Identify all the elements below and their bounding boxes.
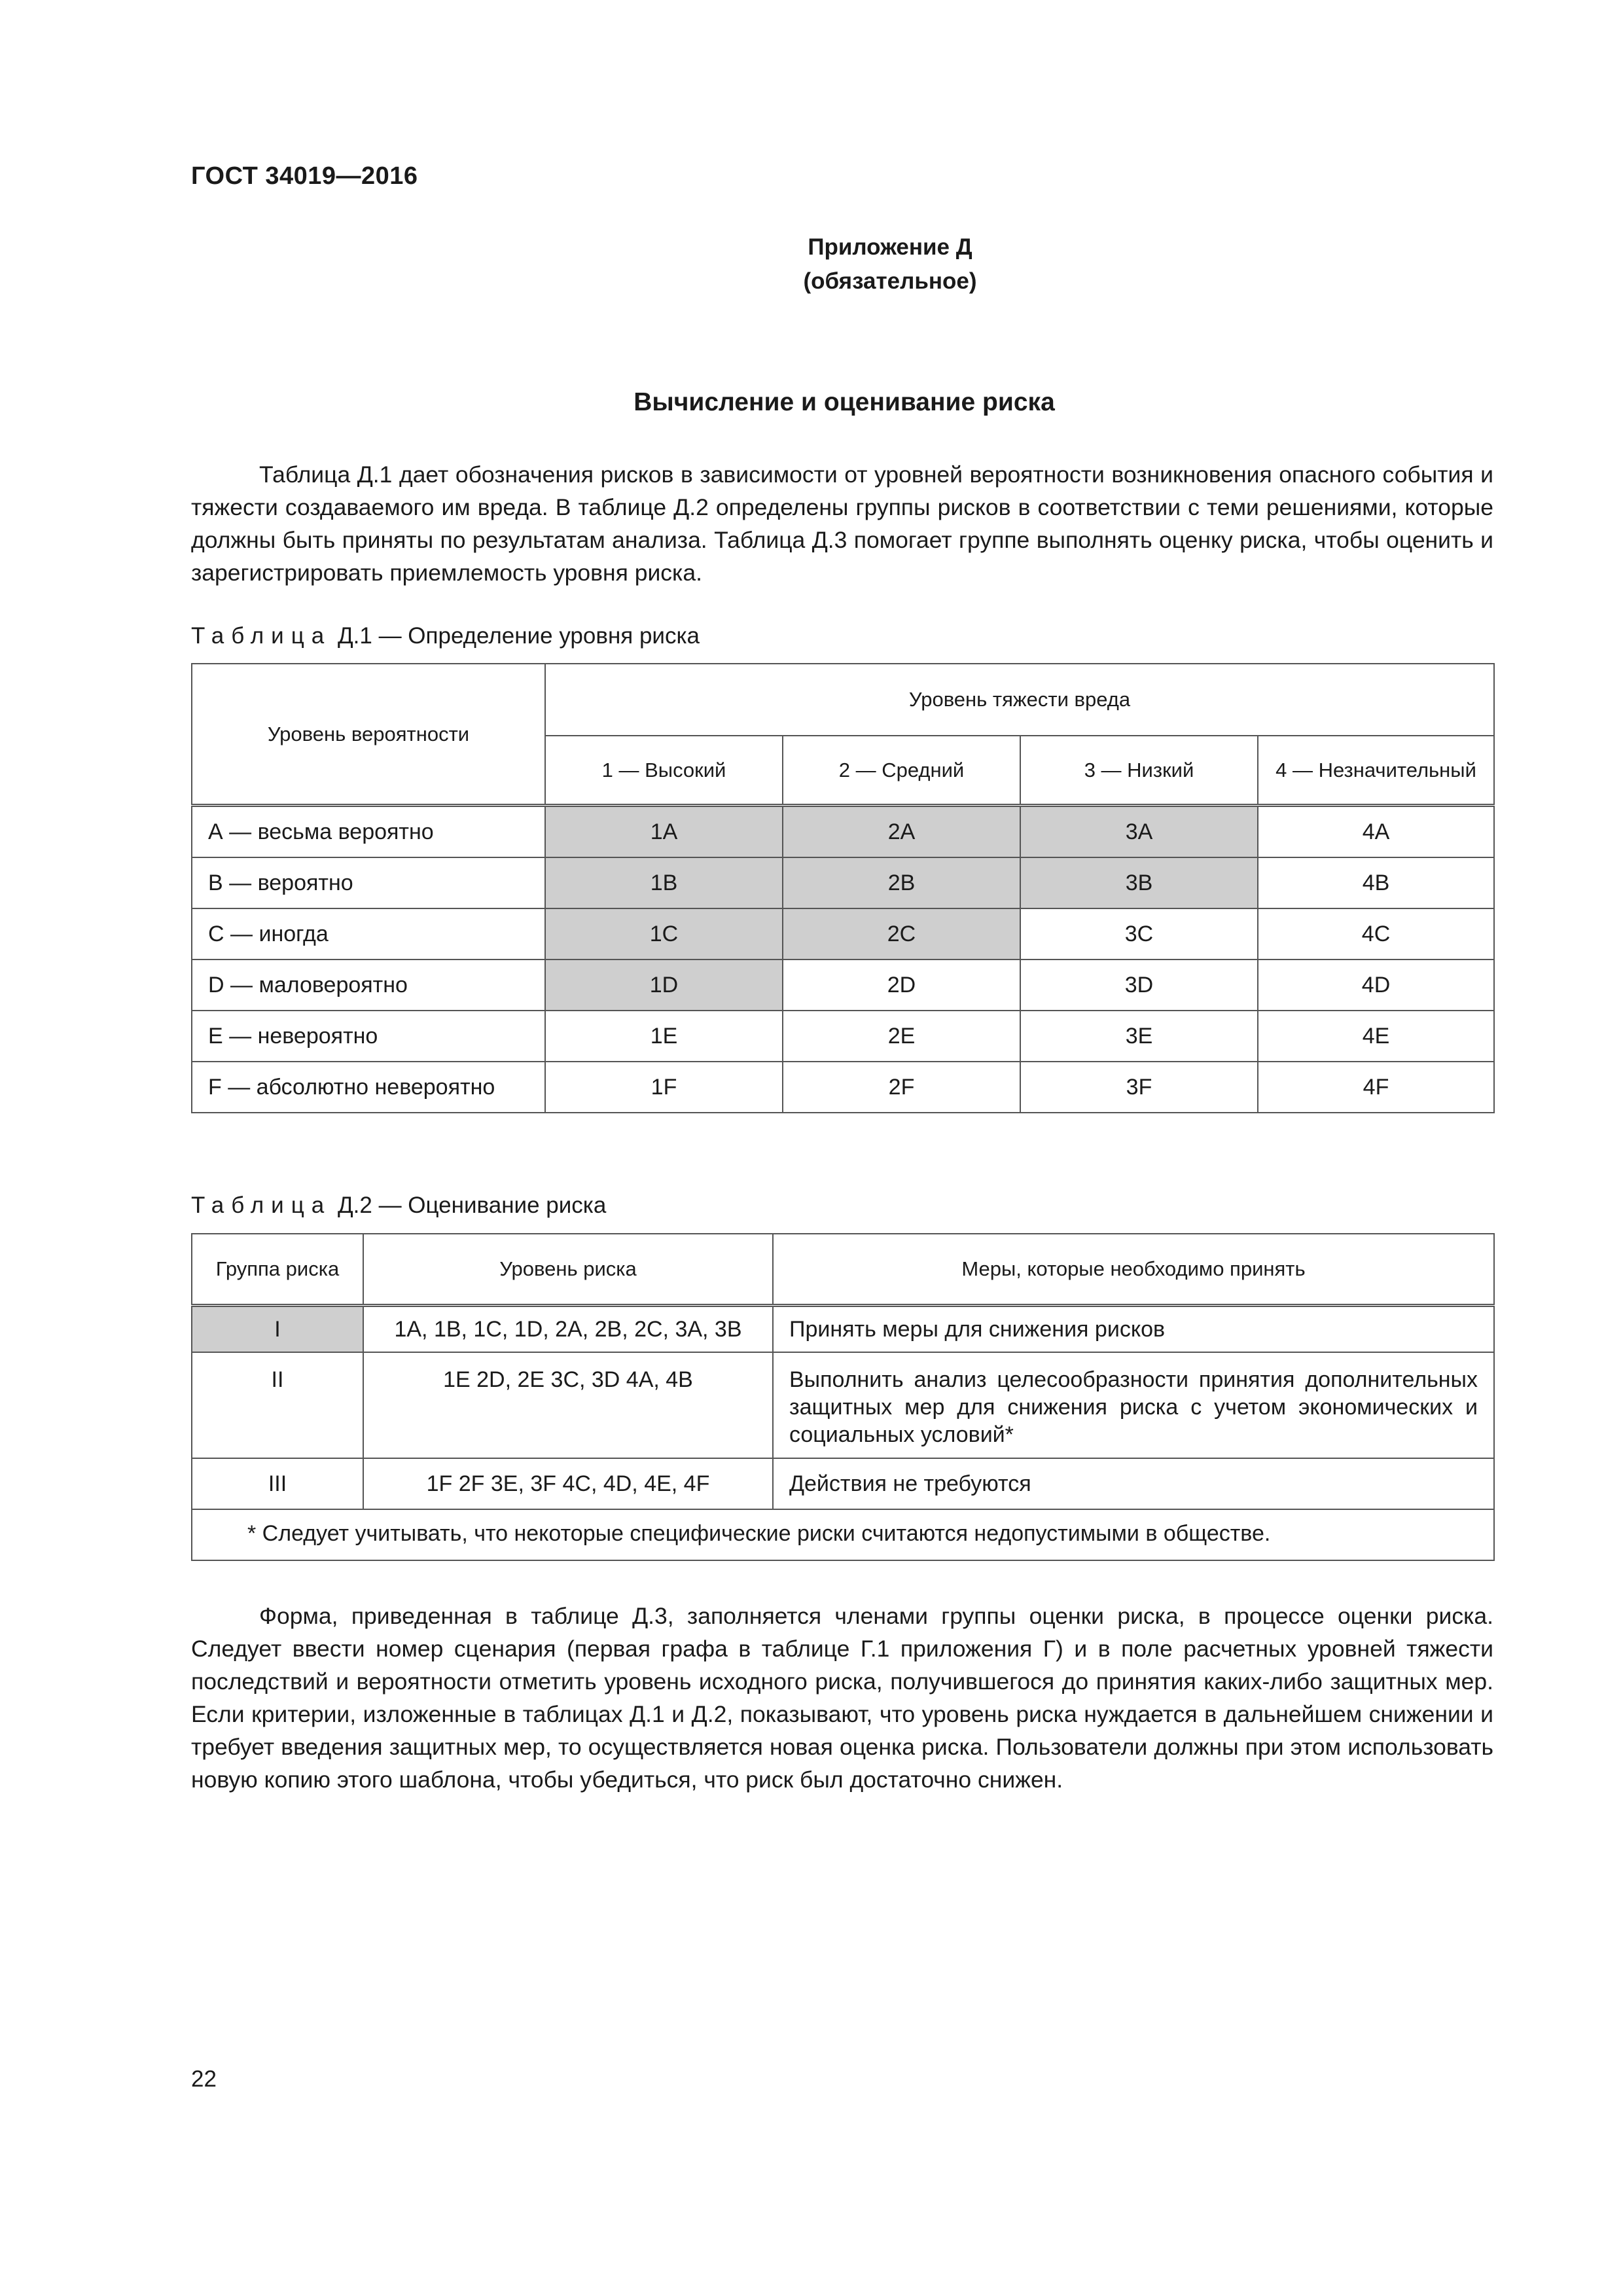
risk-cell: 1В [545, 857, 783, 908]
intro-paragraph-text: Таблица Д.1 дает обозначения рисков в зависимости от уровней вероятности возникновения опасного события и тяжести создаваемого им вреда. В таблице Д.2 определены группы рисков в соответствии с теми решениями, которые должны быть приняты по результатам анализа. Таблица Д.3 помогает группе выполнять оценку риска, чтобы оценить и зарегистрировать приемлемость уровня риска. [191, 461, 1493, 586]
risk-levels-cell: 1Е 2D, 2Е 3С, 3D 4А, 4В [363, 1352, 773, 1458]
appendix-heading [0, 230, 1623, 298]
severity-level-header: 2 — Средний [783, 736, 1020, 806]
risk-group-cell: III [192, 1458, 363, 1509]
measures-cell: Выполнить анализ целесообразности принятия дополнительных защитных мер для снижения риска с учетом экономических и социальных условий* [773, 1352, 1494, 1458]
table1-caption-prefix: Таблица [191, 623, 332, 649]
risk-cell: 2F [783, 1062, 1020, 1113]
table-header-row [192, 664, 1494, 736]
probability-label: Е — невероятно [192, 1011, 545, 1062]
probability-label: D — маловероятно [192, 960, 545, 1011]
risk-cell: 1Е [545, 1011, 783, 1062]
probability-label: С — иногда [192, 908, 545, 960]
risk-cell: 4А [1258, 806, 1494, 858]
table-row [192, 806, 1494, 858]
closing-paragraph [191, 1600, 1493, 1796]
risk-levels-cell: 1F 2F 3Е, 3F 4С, 4D, 4Е, 4F [363, 1458, 773, 1509]
measures-cell: Действия не требуются [773, 1458, 1494, 1509]
risk-assessment-table [191, 1233, 1495, 1561]
table-header-row [192, 1234, 1494, 1306]
risk-cell: 1С [545, 908, 783, 960]
risk-group-cell: I [192, 1306, 363, 1353]
severity-level-header: 4 — Незначительный [1258, 736, 1494, 806]
table2-caption-text: Д.2 — Оценивание риска [331, 1193, 607, 1218]
section-title [0, 388, 1623, 417]
risk-level-table [191, 663, 1495, 1113]
risk-cell: 3А [1020, 806, 1258, 858]
page-number: 22 [191, 2066, 217, 2092]
risk-cell: 3D [1020, 960, 1258, 1011]
measures-header: Меры, которые необходимо принять [773, 1234, 1494, 1306]
risk-cell: 3F [1020, 1062, 1258, 1113]
risk-cell: 2D [783, 960, 1020, 1011]
risk-cell: 1D [545, 960, 783, 1011]
risk-cell: 4F [1258, 1062, 1494, 1113]
severity-header: Уровень тяжести вреда [545, 664, 1494, 736]
table-row [192, 1352, 1494, 1458]
risk-cell: 2С [783, 908, 1020, 960]
risk-cell: 3С [1020, 908, 1258, 960]
risk-group-cell: II [192, 1352, 363, 1458]
risk-cell: 3В [1020, 857, 1258, 908]
table-row [192, 857, 1494, 908]
table-footnote-row [192, 1509, 1494, 1560]
table1-caption [191, 623, 700, 649]
table-row [192, 1306, 1494, 1353]
table-footnote: * Следует учитывать, что некоторые специфические риски считаются недопустимыми в обществе. [192, 1509, 1494, 1560]
intro-paragraph [191, 458, 1493, 589]
risk-cell: 4Е [1258, 1011, 1494, 1062]
risk-cell: 3Е [1020, 1011, 1258, 1062]
risk-cell: 4С [1258, 908, 1494, 960]
appendix-title: Приложение Д [808, 234, 972, 260]
table1-caption-text: Д.1 — Определение уровня риска [331, 623, 700, 649]
measures-cell: Принять меры для снижения рисков [773, 1306, 1494, 1353]
risk-group-header: Группа риска [192, 1234, 363, 1306]
risk-cell: 1F [545, 1062, 783, 1113]
risk-cell: 2В [783, 857, 1020, 908]
table2-caption [191, 1193, 606, 1219]
table-row [192, 1062, 1494, 1113]
probability-label: А — весьма вероятно [192, 806, 545, 858]
probability-label: В — вероятно [192, 857, 545, 908]
table-row [192, 1011, 1494, 1062]
table-row [192, 908, 1494, 960]
risk-cell: 2Е [783, 1011, 1020, 1062]
severity-level-header: 1 — Высокий [545, 736, 783, 806]
appendix-status: (обязательное) [803, 268, 977, 294]
risk-cell: 4В [1258, 857, 1494, 908]
probability-label: F — абсолютно невероятно [192, 1062, 545, 1113]
probability-header: Уровень вероятности [192, 664, 545, 806]
closing-paragraph-text: Форма, приведенная в таблице Д.3, заполняется членами группы оценки риска, в процессе оценки риска. Следует ввести номер сценария (первая графа в таблице Г.1 приложения Г) и в поле расчетных уровней тяжести последствий и вероятности отметить уровень исходного риска, получившегося до принятия каких-либо защитных мер. Если критерии, изложенные в таблицах Д.1 и Д.2, показывают, что уровень риска нуждается в дальнейшем снижении и требует введения защитных мер, то осуществляется новая оценка риска. Пользователи должны при этом использовать новую копию этого шаблона, чтобы убедиться, что риск был достаточно снижен. [191, 1603, 1493, 1793]
table-row [192, 960, 1494, 1011]
risk-level-header: Уровень риска [363, 1234, 773, 1306]
table-row [192, 1458, 1494, 1509]
risk-levels-cell: 1А, 1В, 1С, 1D, 2А, 2В, 2С, 3А, 3В [363, 1306, 773, 1353]
risk-cell: 2А [783, 806, 1020, 858]
severity-level-header: 3 — Низкий [1020, 736, 1258, 806]
risk-cell: 4D [1258, 960, 1494, 1011]
document-standard-number: ГОСТ 34019—2016 [191, 162, 418, 190]
table2-caption-prefix: Таблица [191, 1193, 332, 1218]
risk-cell: 1А [545, 806, 783, 858]
section-title-text: Вычисление и оценивание риска [633, 388, 1055, 416]
